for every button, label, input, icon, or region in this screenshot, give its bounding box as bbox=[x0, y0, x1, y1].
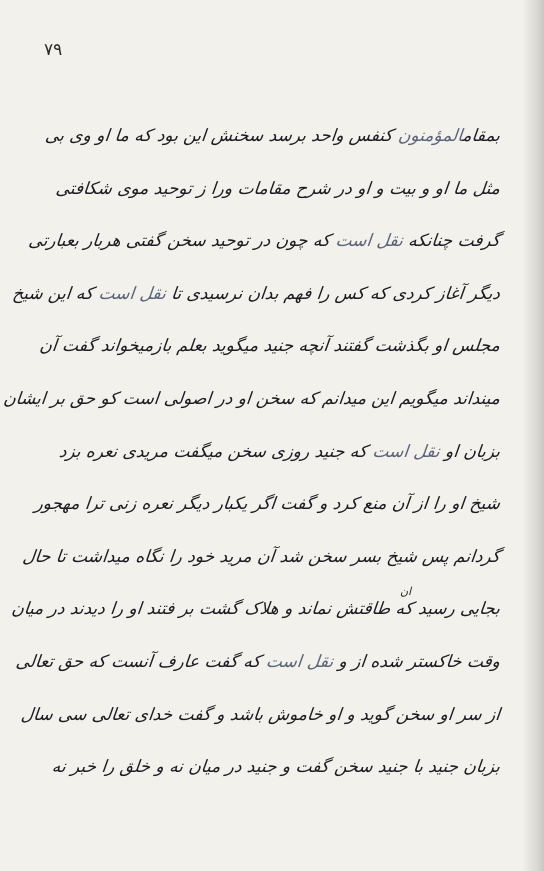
text-line-11-pre: وقت خاکستر شده از و bbox=[332, 651, 502, 672]
text-line-13-pre: بزبان جنید با جنید سخن گفت و جنید در میان نه و خلق را خبر نه bbox=[50, 757, 502, 778]
text-line-4-pre: دیگر آغاز کردی که کس را فهم بدان نرسیدی تا bbox=[164, 283, 502, 304]
text-line-10 bbox=[10, 583, 503, 636]
text-line-1-post: کنفس واحد برسد سخنش این بود که ما او وی بی‌ bbox=[44, 126, 400, 146]
binding-gutter-shadow bbox=[522, 0, 544, 871]
text-line-4-highlight: نقل است bbox=[97, 283, 167, 304]
text-line-5 bbox=[38, 320, 503, 373]
text-line-6-pre: مینداند میگویم این میدانم که سخن او در اصولی است کو حق بر ایشان bbox=[2, 388, 502, 409]
text-line-12-pre: از سر او سخن گوید و او خاموش باشد و گفت خدای تعالی سی سال bbox=[19, 704, 502, 725]
text-line-7 bbox=[57, 426, 503, 479]
text-line-12 bbox=[19, 689, 503, 742]
text-line-2-pre: مثل ما او و بیت و او در شرح مقامات ورا ز توحید موی شکافتی bbox=[54, 178, 502, 199]
text-line-10-pre: بجایی رسید که طاقتش نماند و هلاک گشت بر فتند او را دیدند در میان bbox=[10, 599, 502, 620]
text-line-8 bbox=[33, 478, 503, 531]
page-number: ۷۹ bbox=[44, 40, 63, 60]
text-line-4 bbox=[11, 268, 503, 321]
text-line-7-highlight: نقل است bbox=[371, 441, 441, 462]
text-line-3-pre: گرفت چنانکه bbox=[401, 231, 502, 252]
text-line-3 bbox=[27, 215, 503, 268]
text-line-8-pre: شیخ او را از آن منع کرد و گفت اگر یکبار دیگر نعره زنی ترا مهجور bbox=[33, 494, 502, 515]
text-line-6 bbox=[2, 373, 503, 426]
text-line-1-highlight: المؤمنون bbox=[397, 126, 464, 146]
text-line-1-pre: بمقام bbox=[461, 126, 502, 146]
text-line-9-pre: گردانم پس شیخ بسر سخن شد آن مرید خود را نگاه میداشت تا حال bbox=[21, 546, 502, 567]
text-line-3-highlight: نقل است bbox=[334, 231, 404, 252]
text-line-1 bbox=[44, 110, 503, 163]
text-line-9 bbox=[21, 531, 503, 584]
text-line-11-post: که گفت عارف آنست که حق تعالی bbox=[14, 651, 268, 672]
text-line-2 bbox=[54, 163, 503, 216]
text-line-11-highlight: نقل است bbox=[264, 651, 335, 672]
text-line-13 bbox=[50, 741, 503, 794]
text-line-7-pre: بزبان او bbox=[438, 441, 502, 462]
text-line-3-post: که چون در توحید سخن گفتی هربار بعبارتی bbox=[27, 231, 337, 252]
text-line-4-post: که این شیخ bbox=[11, 283, 100, 304]
manuscript-text-block bbox=[2, 110, 502, 794]
text-line-11 bbox=[14, 636, 503, 689]
text-line-5-pre: مجلس او بگذشت گفتند آنچه جنید میگوید بعلم بازمیخواند گفت آن bbox=[38, 336, 502, 357]
text-line-7-post: که جنید روزی سخن میگفت مریدی نعره بزد bbox=[57, 441, 374, 462]
margin-note: ان bbox=[400, 585, 412, 598]
